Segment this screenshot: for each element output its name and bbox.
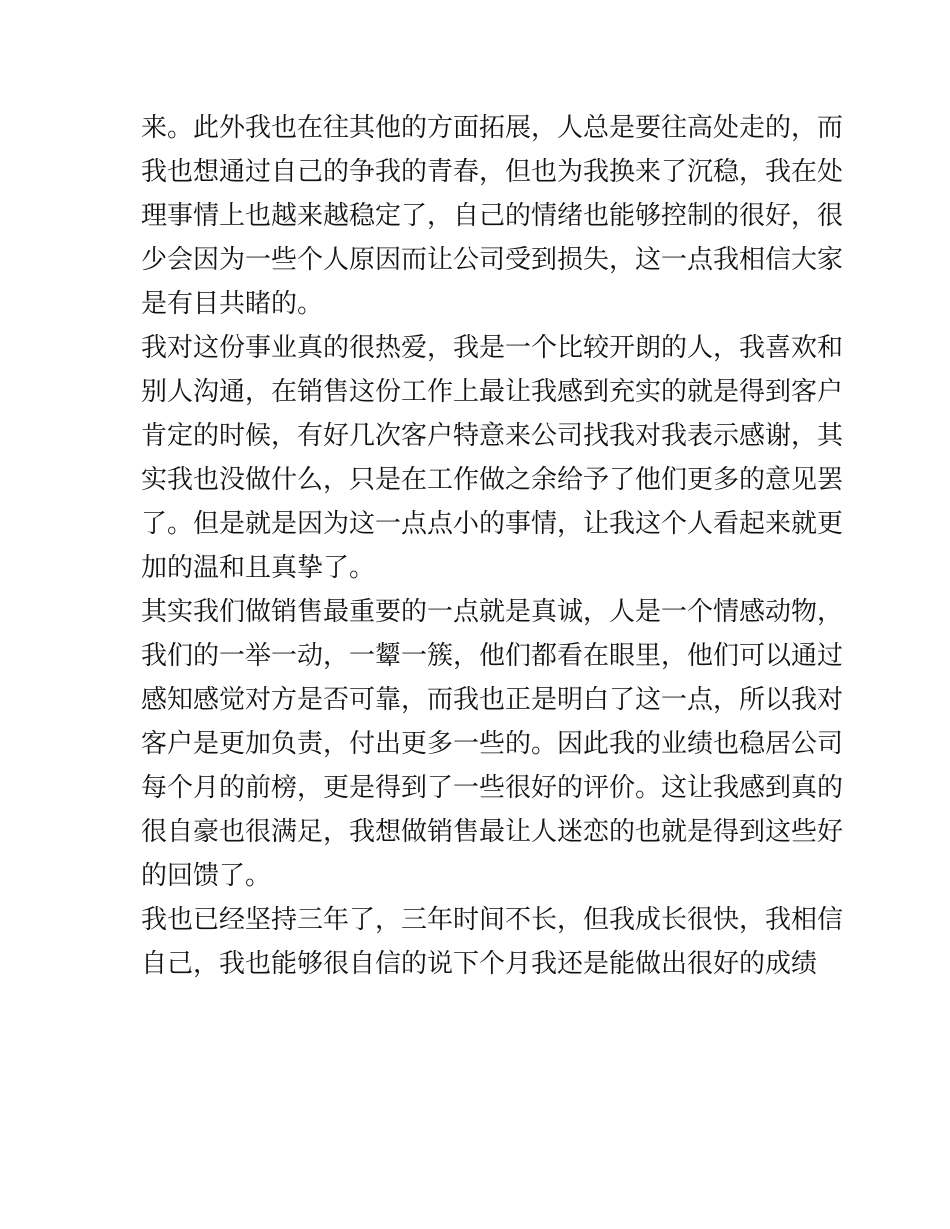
text-line: 少会因为一些个人原因而让公司受到损失，这一点我相信大家: [141, 245, 844, 275]
text-line: 我对这份事业真的很热爱，我是一个比较开朗的人，我喜欢和: [141, 333, 844, 363]
text-line: 来。此外我也在往其他的方面拓展，人总是要往高处走的，而: [141, 113, 844, 143]
text-line: 每个月的前榜，更是得到了一些很好的评价。这让我感到真的: [141, 773, 844, 803]
text-line: 别人沟通，在销售这份工作上最让我感到充实的就是得到客户: [141, 377, 844, 407]
text-line: 我也已经坚持三年了，三年时间不长，但我成长很快，我相信: [141, 905, 844, 935]
paragraph-3: [141, 590, 844, 898]
text-line: 理事情上也越来越稳定了，自己的情绪也能够控制的很好，很: [141, 201, 844, 231]
text-line: 了。但是就是因为这一点点小的事情，让我这个人看起来就更: [141, 509, 844, 539]
text-line: 我们的一举一动，一颦一簇，他们都看在眼里，他们可以通过: [141, 641, 844, 671]
text-line: 很自豪也很满足，我想做销售最让人迷恋的也就是得到这些好: [141, 817, 844, 847]
text-line: 加的温和且真挚了。: [141, 553, 376, 583]
document-body: [141, 106, 844, 986]
paragraph-1: [141, 106, 844, 326]
text-line: 的回馈了。: [141, 861, 272, 891]
text-line: 自己，我也能够很自信的说下个月我还是能做出很好的成绩: [141, 949, 818, 979]
text-line: 感知感觉对方是否可靠，而我也正是明白了这一点，所以我对: [141, 685, 844, 715]
paragraph-2: [141, 326, 844, 590]
text-line: 我也想通过自己的争我的青春，但也为我换来了沉稳，我在处: [141, 157, 844, 187]
paragraph-4: [141, 898, 844, 986]
text-line: 实我也没做什么，只是在工作做之余给予了他们更多的意见罢: [141, 465, 844, 495]
text-line: 是有目共睹的。: [141, 289, 324, 319]
text-line: 其实我们做销售最重要的一点就是真诚，人是一个情感动物，: [141, 597, 844, 627]
text-line: 肯定的时候，有好几次客户特意来公司找我对我表示感谢，其: [141, 421, 844, 451]
text-line: 客户是更加负责，付出更多一些的。因此我的业绩也稳居公司: [141, 729, 844, 759]
